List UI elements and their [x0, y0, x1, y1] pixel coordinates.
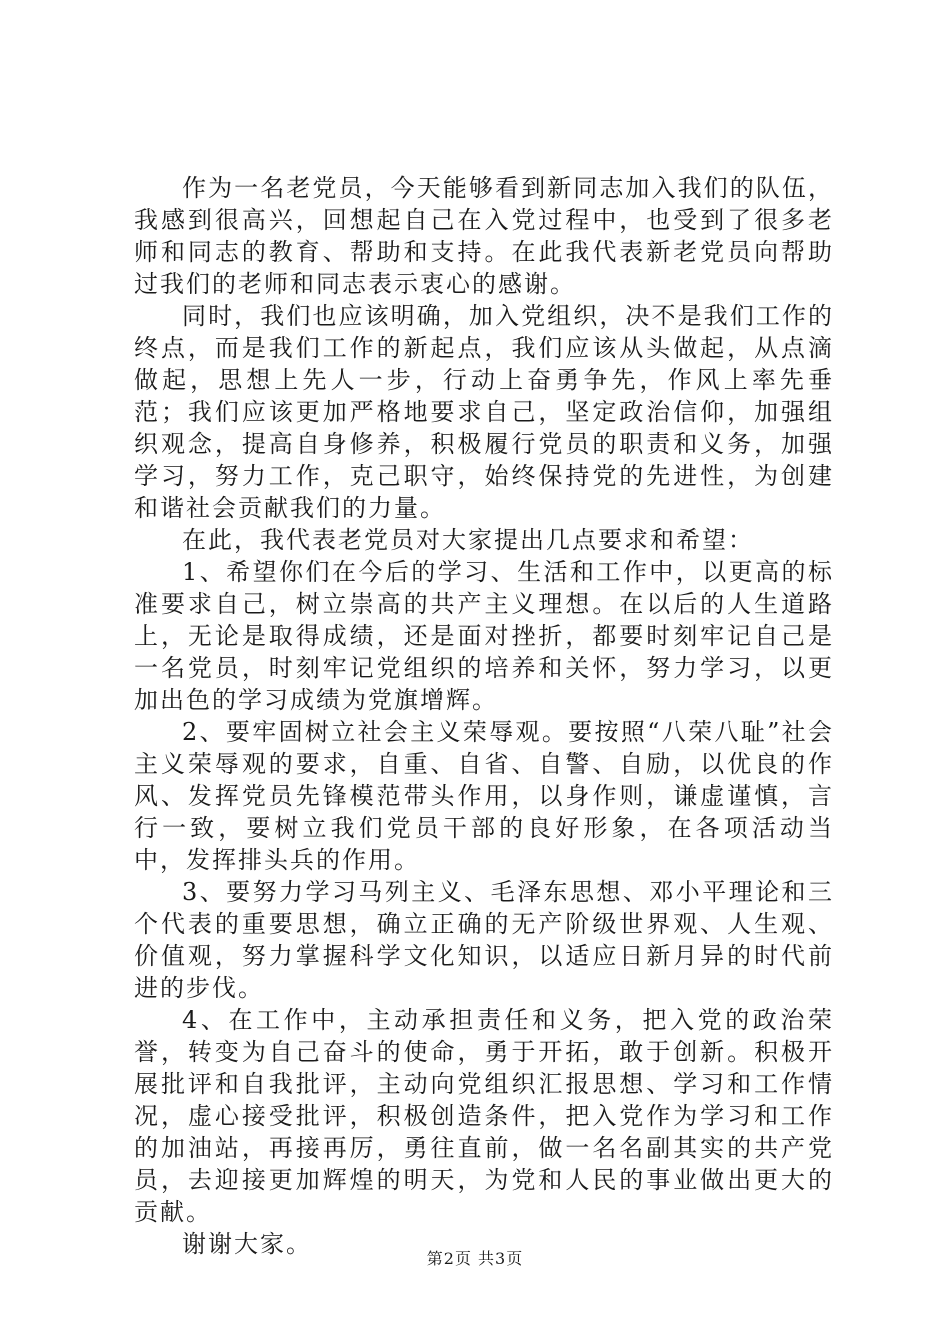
paragraph: 4、在工作中，主动承担责任和义务，把入党的政治荣誉，转变为自己奋斗的使命，勇于开拓，敢于创新。积极开展批评和自我批评，主动向党组织汇报思想、学习和工作情况，虚心接受批评，积极创造条件，把入党作为学习和工作的加油站，再接再厉，勇往直前，做一名名副其实的共产党员，去迎接更加辉煌的明天，为党和人民的事业做出更大的贡献。: [134, 1006, 834, 1226]
paragraph: 3、要努力学习马列主义、毛泽东思想、邓小平理论和三个代表的重要思想，确立正确的无产阶级世界观、人生观、价值观，努力掌握科学文化知识，以适应日新月异的时代前进的步伐。: [134, 878, 834, 1002]
paragraph: 在此，我代表老党员对大家提出几点要求和希望：: [182, 526, 754, 554]
paragraph: 谢谢大家。: [182, 1230, 312, 1258]
document-body: [134, 172, 834, 1260]
paragraph: 2、要牢固树立社会主义荣辱观。要按照“八荣八耻”社会主义荣辱观的要求，自重、自省、自警、自励，以优良的作风、发挥党员先锋模范带头作用，以身作则，谦虚谨慎，言行一致，要树立我们党员干部的良好形象，在各项活动当中，发挥排头兵的作用。: [134, 718, 834, 874]
page-number-footer: 第2页 共3页: [426, 1249, 524, 1268]
paragraph: 同时，我们也应该明确，加入党组织，决不是我们工作的终点，而是我们工作的新起点，我们应该从头做起，从点滴做起，思想上先人一步，行动上奋勇争先，作风上率先垂范；我们应该更加严格地要求自己，坚定政治信仰，加强组织观念，提高自身修养，积极履行党员的职责和义务，加强学习，努力工作，克己职守，始终保持党的先进性，为创建和谐社会贡献我们的力量。: [134, 302, 834, 522]
paragraph: 1、希望你们在今后的学习、生活和工作中，以更高的标准要求自己，树立崇高的共产主义理想。在以后的人生道路上，无论是取得成绩，还是面对挫折，都要时刻牢记自己是一名党员，时刻牢记党组织的培养和关怀，努力学习，以更加出色的学习成绩为党旗增辉。: [134, 558, 834, 714]
paragraph: 作为一名老党员，今天能够看到新同志加入我们的队伍，我感到很高兴，回想起自己在入党过程中，也受到了很多老师和同志的教育、帮助和支持。在此我代表新老党员向帮助过我们的老师和同志表示衷心的感谢。: [134, 174, 834, 298]
